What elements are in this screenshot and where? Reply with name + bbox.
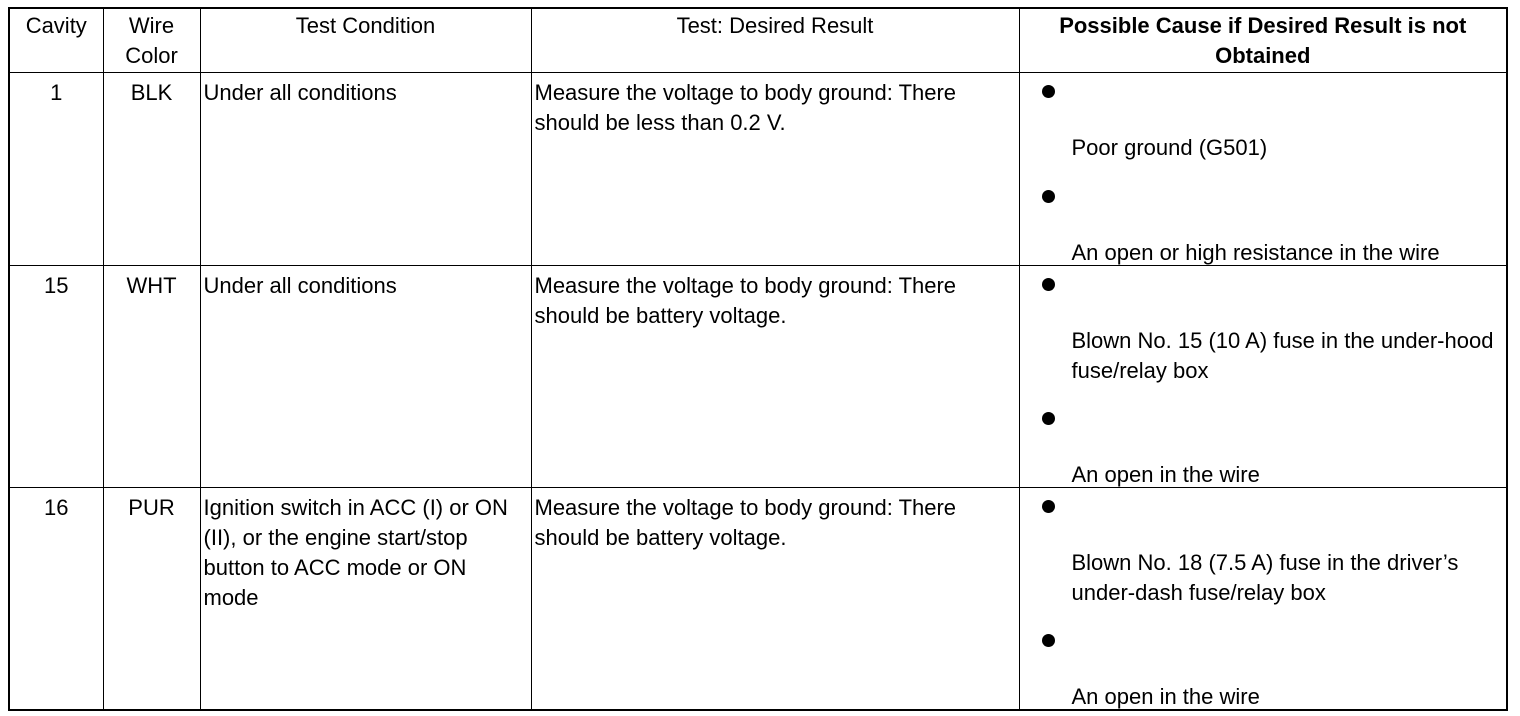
wire-color-cell: PUR [103,488,200,711]
test-condition-cell: Ignition switch in ACC (I) or ON (II), or the engine start/stop button to ACC mode or ON mode [200,488,531,711]
bullet-icon [1042,500,1055,513]
bullet-icon [1042,85,1055,98]
cavity-cell: 15 [9,266,103,488]
cause-item: An open in the wire [1071,462,1260,487]
header-cavity: Cavity [9,8,103,73]
cavity-cell: 16 [9,488,103,711]
connector-test-table [8,7,1508,711]
possible-cause-cell [1019,73,1507,266]
table-row [9,73,1507,266]
possible-cause-cell [1019,488,1507,711]
cause-item: An open in the wire [1071,684,1260,709]
cause-item: Blown No. 18 (7.5 A) fuse in the driver’s under-dash fuse/relay box [1071,550,1459,605]
header-row [9,8,1507,73]
header-possible-cause: Possible Cause if Desired Result is not Obtained [1019,8,1507,73]
bullet-icon [1042,412,1055,425]
wire-color-cell: BLK [103,73,200,266]
possible-cause-cell [1019,266,1507,488]
bullet-icon [1042,278,1055,291]
cavity-cell: 1 [9,73,103,266]
desired-result-cell: Measure the voltage to body ground: There should be battery voltage. [531,266,1019,488]
test-condition-cell: Under all conditions [200,73,531,266]
table-row [9,488,1507,711]
header-desired-result: Test: Desired Result [531,8,1019,73]
wire-color-cell: WHT [103,266,200,488]
desired-result-cell: Measure the voltage to body ground: There should be battery voltage. [531,488,1019,711]
desired-result-cell: Measure the voltage to body ground: There should be less than 0.2 V. [531,73,1019,266]
cause-item: Blown No. 15 (10 A) fuse in the under-hood fuse/relay box [1071,328,1494,383]
cause-item: Poor ground (G501) [1071,135,1268,160]
bullet-icon [1042,634,1055,647]
header-test-condition: Test Condition [200,8,531,73]
bullet-icon [1042,190,1055,203]
cause-item: An open or high resistance in the wire [1071,240,1440,265]
header-wire-color: Wire Color [103,8,200,73]
test-condition-cell: Under all conditions [200,266,531,488]
table-row [9,266,1507,488]
